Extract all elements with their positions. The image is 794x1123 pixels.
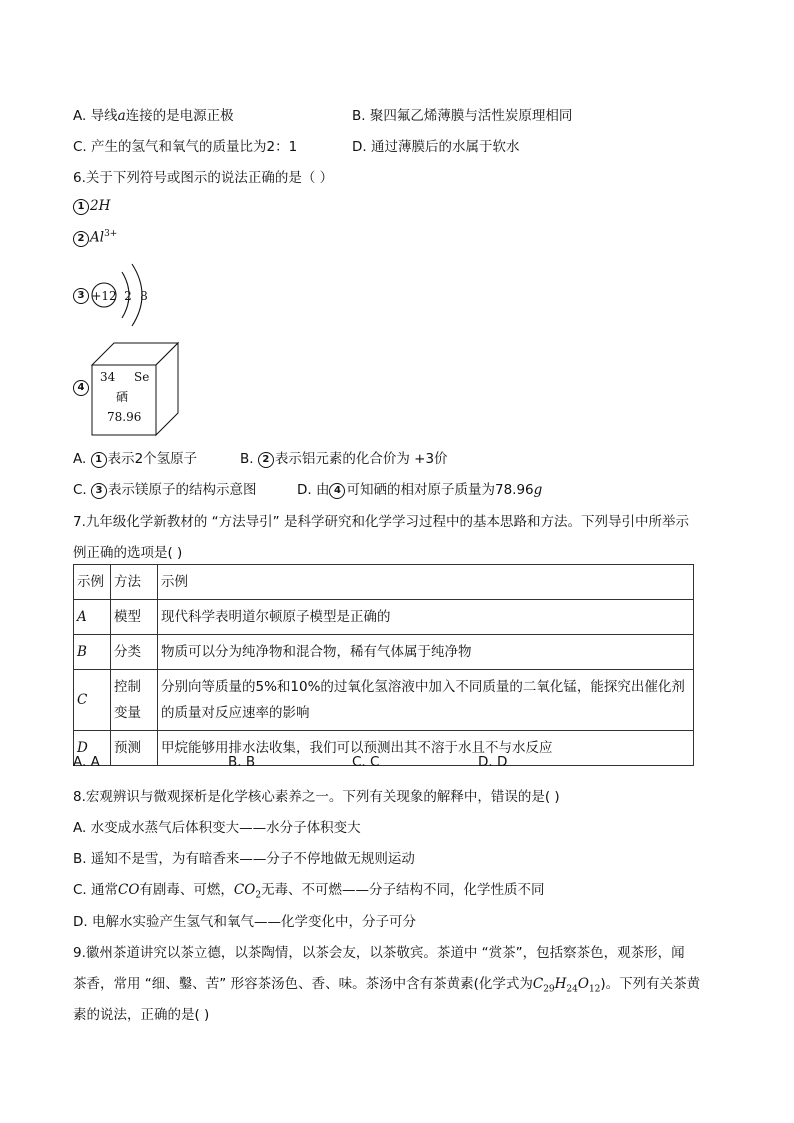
q6-item-4-label [73, 379, 90, 396]
q6-option-d: D. 由 4 可知硒的相对原子质量为78.96g [297, 482, 543, 498]
q6-stem: 6.关于下列符号或图示的说法正确的是（ ） [73, 170, 334, 186]
q8-option-b: B. 遥知不是雪，为有暗香来——分子不停地做无规则运动 [73, 851, 415, 867]
q9-stem-line-2: 茶香，常用 “细、鑿、苦” 形容茶汤色、香、味。茶汤中含有茶黄素(化学式为$C_{29}H_{24}O_{12}$)。下列有关茶黄 [73, 976, 701, 995]
table-row [74, 670, 694, 731]
q7-stem-line-1: 7.九年级化学新教材的 “方法导引” 是科学研究和化学学习过程中的基本思路和方法。下列导引中所举示 [73, 514, 689, 530]
row-method: 控制变量 [111, 670, 158, 731]
q8-option-a: A. 水变成水蒸气后体积变大——水分子体积变大 [73, 820, 361, 836]
q8-option-d: D. 电解水实验产生氢气和氧气——化学变化中，分子可分 [73, 914, 416, 930]
table-row [74, 600, 694, 635]
element-name: 硒 [116, 390, 129, 404]
row-example: 分别向等质量的5%和10%的过氧化氢溶液中加入不同质量的二氧化锰，能探究出催化剂的质量对反应速率的影响 [158, 670, 694, 731]
q7-table [73, 564, 694, 766]
table-header-cell: 示例 [158, 565, 694, 600]
q7-option-c: C. C [352, 754, 380, 770]
element-symbol: Se [134, 370, 150, 384]
row-method: 分类 [111, 635, 158, 670]
shell-2-electrons: 8 [140, 289, 148, 303]
row-example: 物质可以分为纯净物和混合物，稀有气体属于纯净物 [158, 635, 694, 670]
circled-number: 4 [73, 380, 89, 396]
row-key: D [74, 731, 111, 766]
table-header-cell: 示例 [74, 565, 111, 600]
atom-structure-diagram [88, 260, 168, 330]
q7-option-a: A. A [73, 754, 100, 770]
row-example: 现代科学表明道尔顿原子模型是正确的 [158, 600, 694, 635]
row-key: C [74, 670, 111, 731]
prev-option-d: D. 通过薄膜后的水属于软水 [352, 139, 520, 155]
q7-stem-line-2: 例正确的选项是( ) [73, 545, 183, 561]
circled-number: 2 [73, 231, 89, 247]
table-header-row [74, 565, 694, 600]
circled-number: 1 [91, 452, 107, 468]
q6-option-b: B. 2 表示铝元素的化合价为 +3价 [240, 451, 448, 467]
q8-stem: 8.宏观辨识与微观探析是化学核心素养之一。下列有关现象的解释中，错误的是( ) [73, 789, 560, 805]
prev-option-c: C. 产生的氢气和氧气的质量比为2：1 [73, 139, 298, 155]
q6-item-2: 2 $Al^{3+}$ [73, 229, 117, 247]
row-method: 预测 [111, 731, 158, 766]
table-row [74, 731, 694, 766]
q7-option-d: D. D [478, 754, 508, 770]
circled-number: 2 [258, 452, 274, 468]
q9-stem-line-3: 素的说法，正确的是( ) [73, 1007, 210, 1023]
prev-option-b: B. 聚四氟乙烯薄膜与活性炭原理相同 [352, 108, 573, 124]
q7-option-b: B. B [228, 754, 256, 770]
row-key: B [74, 635, 111, 670]
table-header-cell: 方法 [111, 565, 158, 600]
q9-stem-line-1: 9.徽州茶道讲究以茶立德，以茶陶情，以茶会友，以茶敬宾。茶道中 “赏茶”，包括察茶色，观茶形，闻 [73, 945, 685, 961]
prev-option-a: A. 导线a连接的是电源正极 [73, 108, 234, 124]
circled-number: 3 [91, 483, 107, 499]
q6-option-a: A. 1 表示2个氢原子 [73, 451, 198, 467]
shell-1-electrons: 2 [124, 289, 132, 303]
circled-number: 1 [73, 199, 89, 215]
atomic-number: 34 [100, 370, 116, 384]
circled-number: 4 [329, 483, 345, 499]
periodic-table-cell [90, 341, 182, 437]
table-row [74, 635, 694, 670]
atomic-mass: 78.96 [107, 410, 142, 424]
q6-option-c: C. 3 表示镁原子的结构示意图 [73, 482, 257, 498]
q6-item-1: 1 2H [73, 198, 110, 215]
nucleus-charge: +12 [91, 289, 117, 303]
q8-option-c: C. 通常CO有剧毒、可燃，$CO_2$无毒、不可燃——分子结构不同，化学性质不同 [73, 882, 545, 901]
row-example: 甲烷能够用排水法收集，我们可以预测出其不溶于水且不与水反应 [158, 731, 694, 766]
row-method: 模型 [111, 600, 158, 635]
row-key: A [74, 600, 111, 635]
circled-number: 3 [73, 288, 89, 304]
